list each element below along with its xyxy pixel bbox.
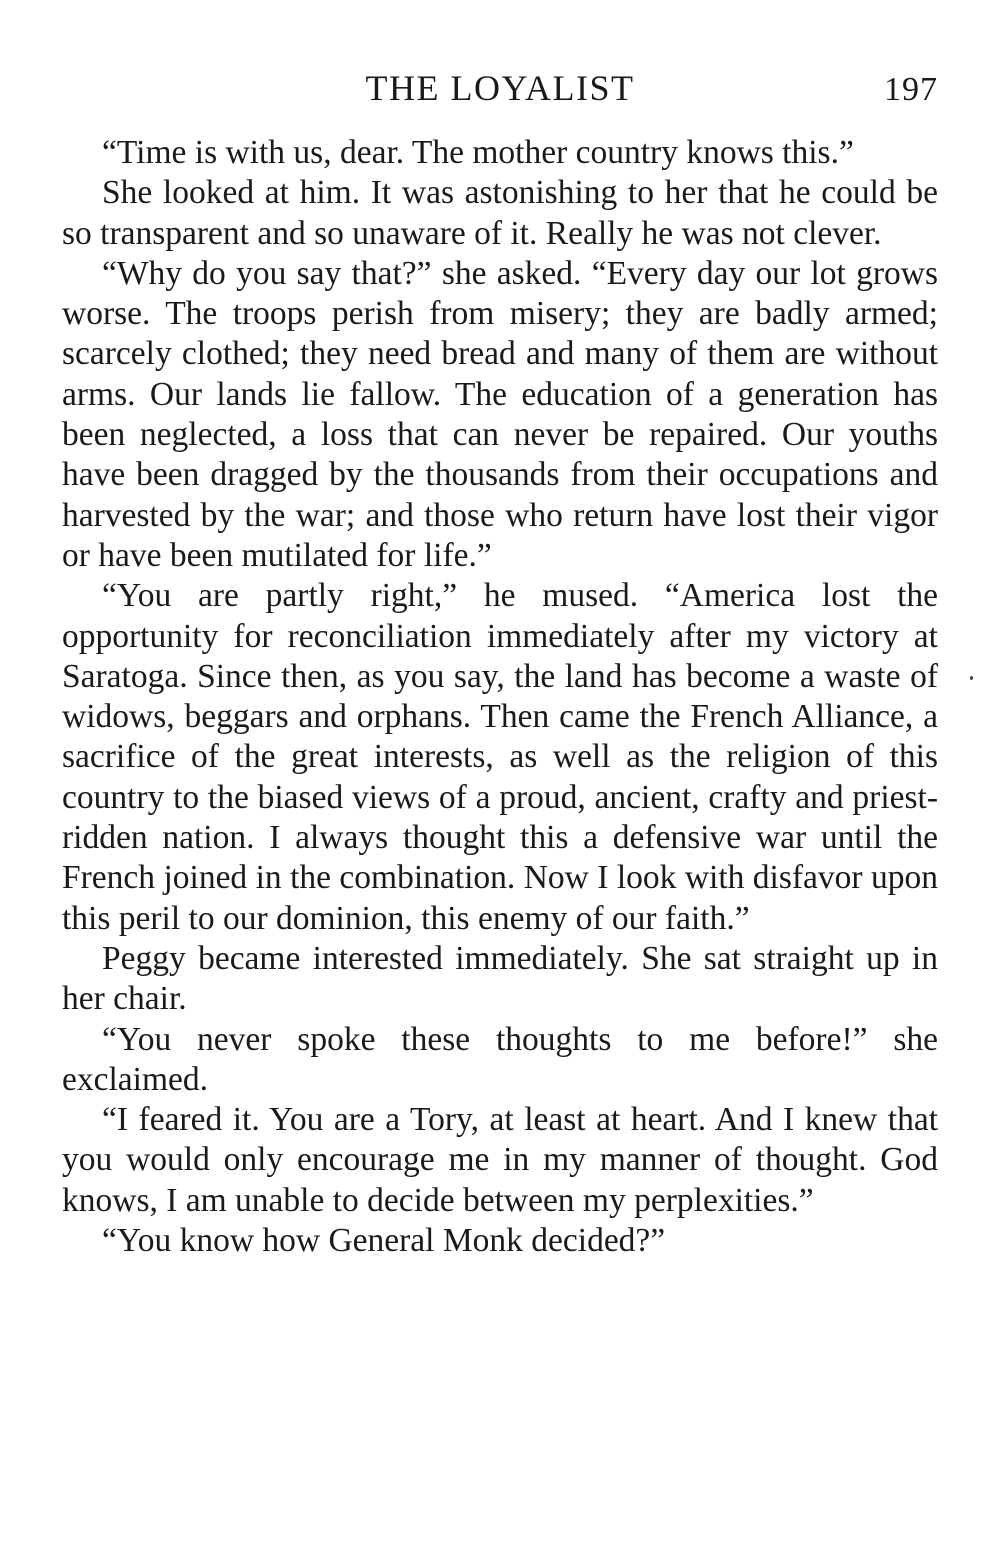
ink-speck — [970, 676, 973, 680]
paragraph: “Time is with us, dear. The mother country knows this.” — [102, 134, 854, 171]
running-title: THE LOYALIST — [365, 68, 635, 108]
paragraph: Peggy became interested immediately. She sat straight up in her chair. — [62, 939, 938, 1018]
text-block — [62, 133, 938, 1261]
paragraph: “Why do you say that?” she asked. “Every day our lot grows worse. The troops perish from misery; they are badly armed; scarcely clothed; they need bread and many of them are without arms. Our lands lie fallow. The education of a generation has been neglected, a loss that can never be repaired. Our youths have been dragged by the thousands from their occupations and harvested by the war; and those who return have lost their vigor or have been mutilated for life.” — [62, 254, 938, 574]
paragraph: “You are partly right,” he mused. “America lost the opportunity for reconciliation immediately after my victory at Saratoga. Since then, as you say, the land has become a waste of widows, beggars and orphans. Then came the French Alliance, a sacrifice of the great interests, as well as the religion of this country to the biased views of a proud, ancient, crafty and priest-ridden nation. I always thought this a defensive war until the French joined in the combination. Now I look with disfavor upon this peril to our dominion, this enemy of our faith.” — [62, 577, 938, 937]
paragraph: “You never spoke these thoughts to me before!” she exclaimed. — [62, 1020, 938, 1098]
paragraph: She looked at him. It was astonishing to her that he could be so transparent and so unaware of it. Really he was not clever. — [62, 174, 938, 252]
paragraph: “You know how General Monk decided?” — [102, 1222, 666, 1260]
paragraph: “I feared it. You are a Tory, at least at heart. And I knew that you would only encourage me in my manner of thought. God knows, I am unable to decide between my perplexities.” — [62, 1101, 938, 1219]
page-number: 197 — [884, 71, 938, 108]
running-head — [0, 66, 1000, 110]
